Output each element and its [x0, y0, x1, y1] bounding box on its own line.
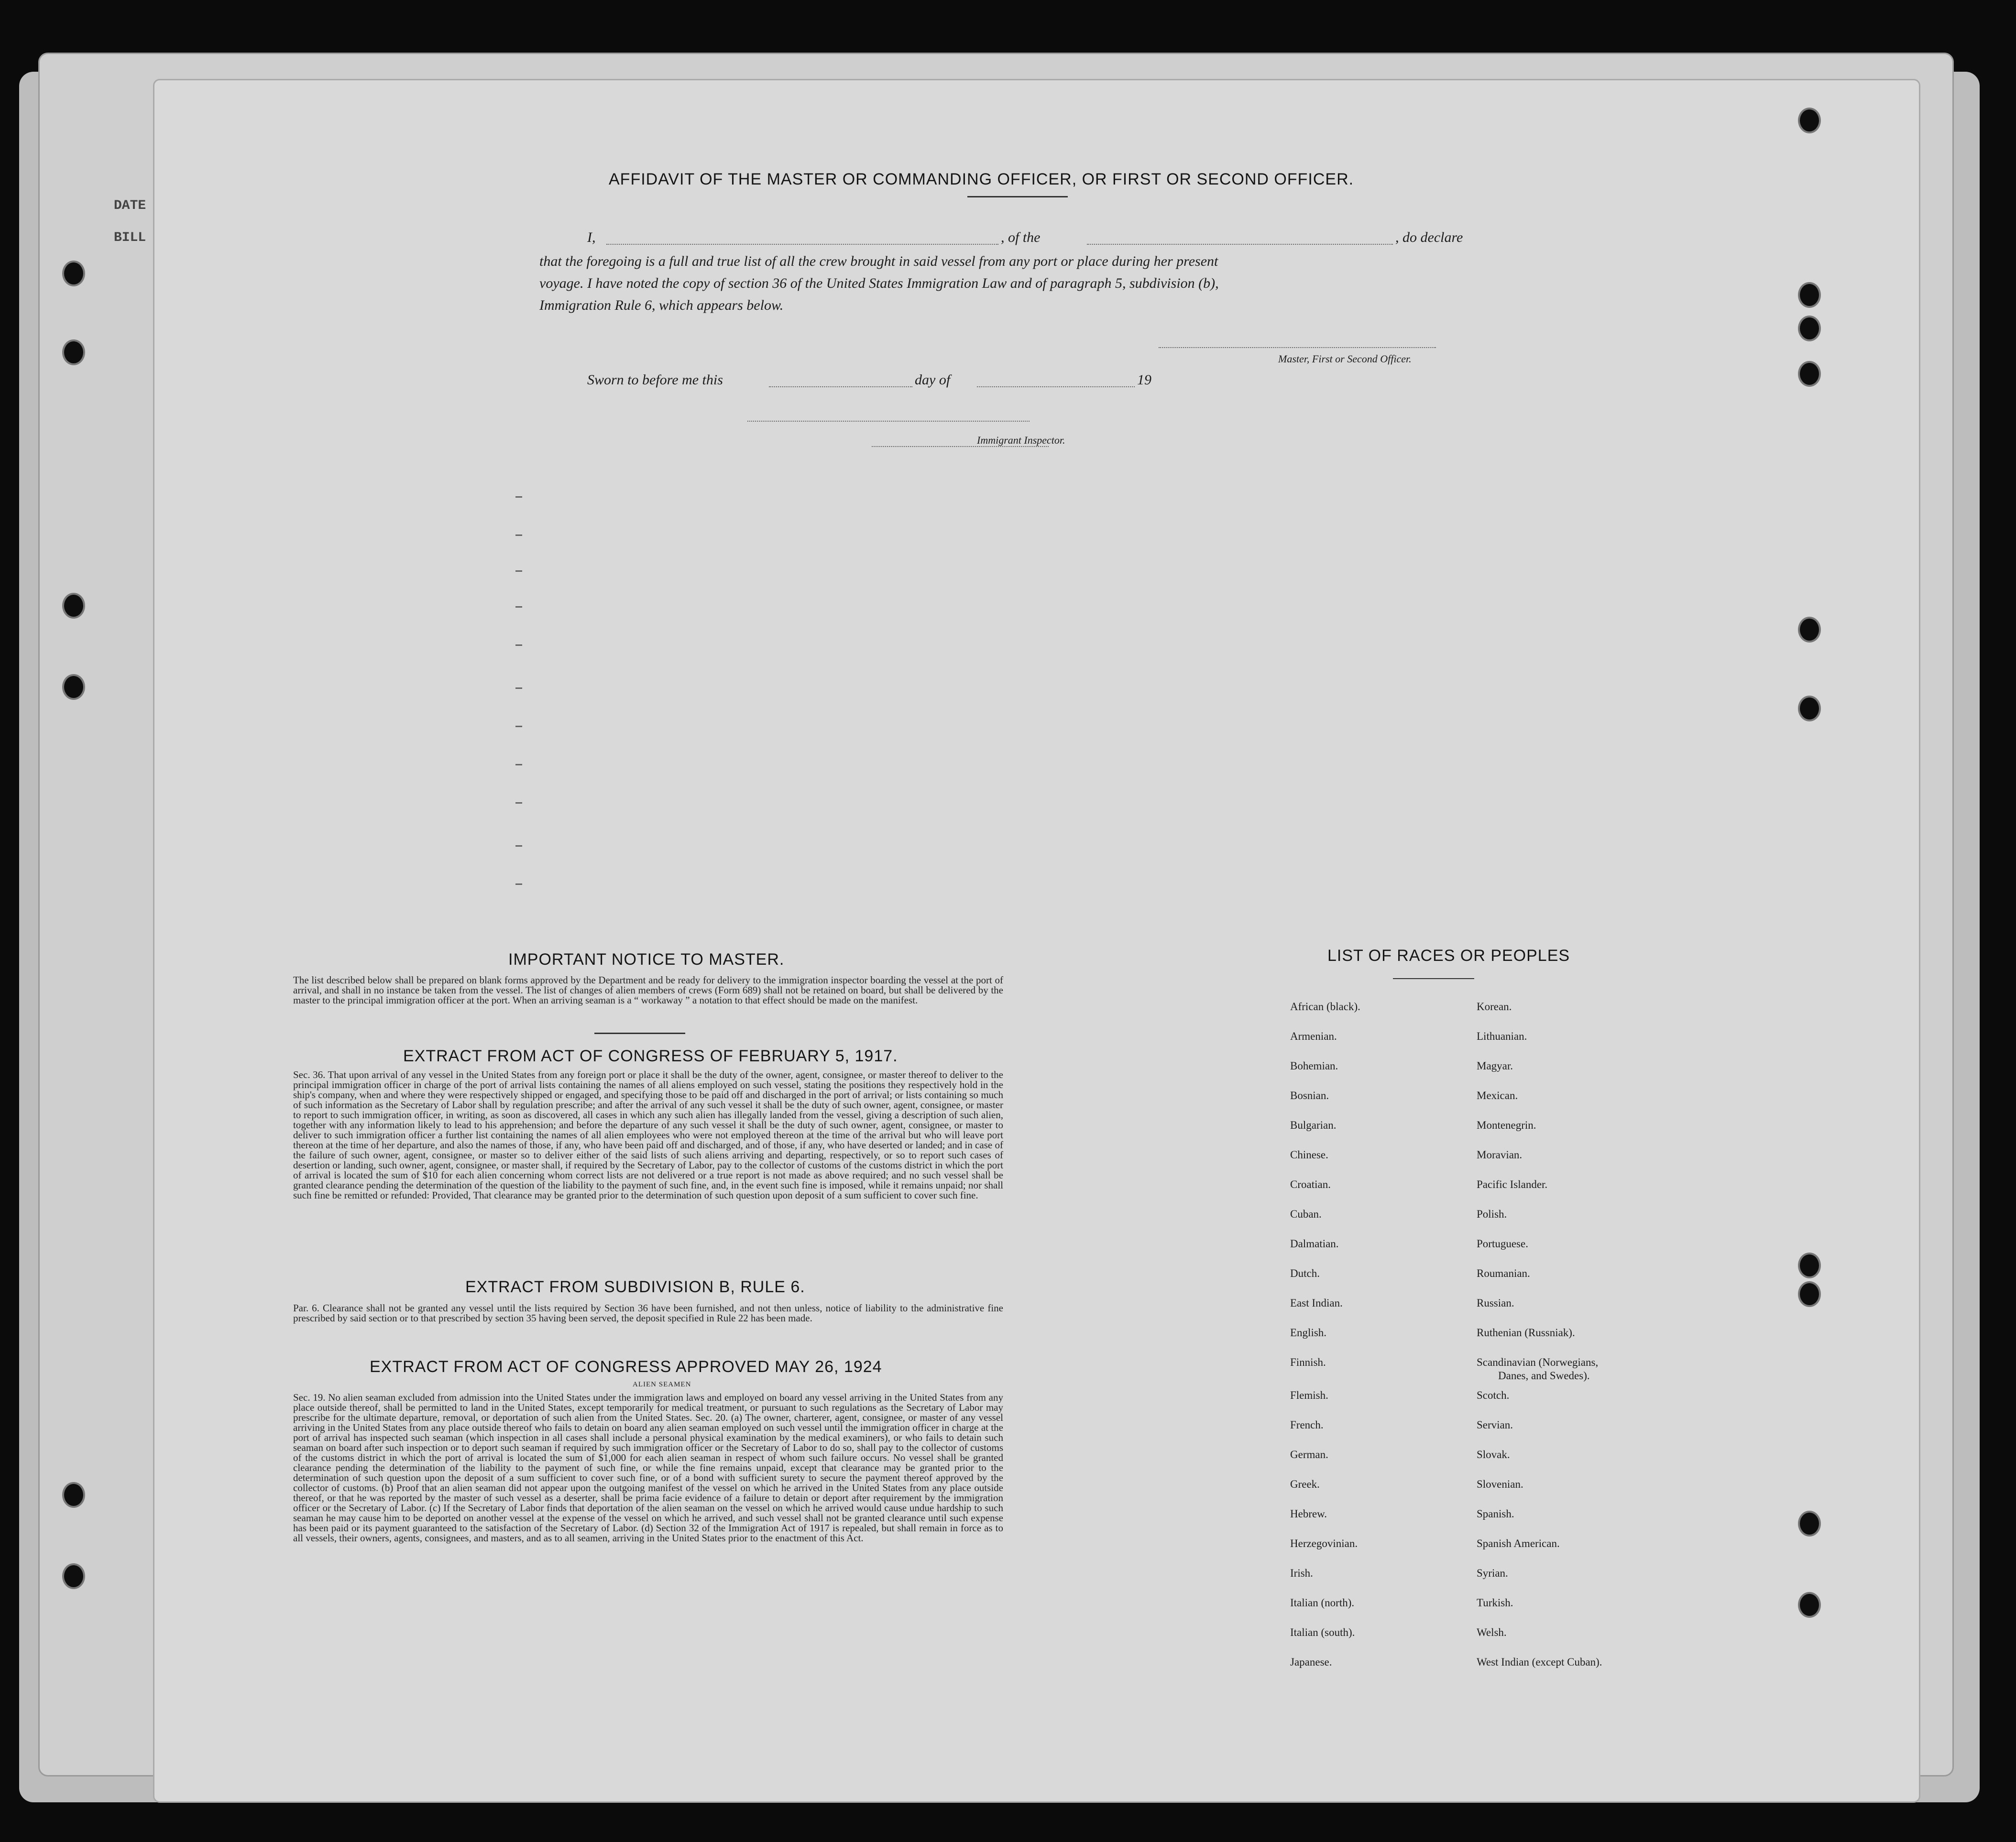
- master-signature-blank[interactable]: [1159, 347, 1436, 348]
- binder-hole: [62, 261, 85, 286]
- vessel-blank[interactable]: [1087, 244, 1393, 245]
- binder-hole: [1798, 696, 1821, 721]
- binder-hole: [62, 593, 85, 619]
- race-item: Roumanian.: [1477, 1267, 1530, 1279]
- races-rule: [1393, 978, 1474, 979]
- margin-tick: [515, 687, 522, 689]
- binder-hole: [1798, 1511, 1821, 1537]
- notice-text: The list described below shall be prepared on blank forms approved by the Department and be ready for delivery to the immigration inspector boarding the vessel at the port of arrival, and shall in no instance be taken from the vessel. The list of changes of alien members of crews (Form 689) shall not be retained on board, but shall be delivered by the master to the principal immigration officer at the port. When an arriving seaman is a “ workaway ” a notation to that effect should be made on the manifest.: [293, 974, 1003, 1006]
- race-item: Japanese.: [1290, 1656, 1332, 1668]
- margin-tick: [515, 606, 522, 608]
- rule6-text: Par. 6. Clearance shall not be granted any vessel until the lists required by Section 36 have been furnished, and not then unless, notice of liability to the administrative fine prescribed by said section or to that prescribed by section 35 having been served, the deposit specified in Rule 22 has been made.: [293, 1302, 1003, 1324]
- margin-tick: [515, 644, 522, 646]
- margin-tick: [515, 845, 522, 847]
- affidavit-line-3: voyage. I have noted the copy of section 36 of the United States Immigration Law and of paragraph 5, subdivision (b),: [539, 275, 1219, 291]
- margin-tick: [515, 570, 522, 572]
- race-item: Bosnian.: [1290, 1090, 1329, 1101]
- race-item: English.: [1290, 1327, 1327, 1339]
- race-item: Chinese.: [1290, 1149, 1328, 1161]
- race-item: Welsh.: [1477, 1626, 1507, 1638]
- inspector-signature-blank-1[interactable]: [747, 421, 1030, 422]
- race-item: Irish.: [1290, 1567, 1313, 1579]
- race-item: Russian.: [1477, 1297, 1514, 1309]
- sworn-text: Sworn to before me this: [587, 372, 723, 388]
- margin-tick: [515, 726, 522, 727]
- race-item: Slovenian.: [1477, 1478, 1523, 1490]
- race-item: Dalmatian.: [1290, 1238, 1339, 1250]
- race-item: Mexican.: [1477, 1090, 1518, 1101]
- race-item: Pacific Islander.: [1477, 1178, 1548, 1190]
- race-item: West Indian (except Cuban).: [1477, 1656, 1602, 1668]
- race-item: Montenegrin.: [1477, 1119, 1536, 1131]
- inspector-caption: Immigrant Inspector.: [977, 434, 1065, 446]
- race-item: Italian (north).: [1290, 1597, 1355, 1609]
- binder-hole: [1798, 282, 1821, 308]
- race-item: Herzegovinian.: [1290, 1537, 1358, 1549]
- master-caption: Master, First or Second Officer.: [1278, 353, 1412, 365]
- title-rule: [967, 196, 1068, 197]
- race-item: Spanish American.: [1477, 1537, 1560, 1549]
- race-item: Syrian.: [1477, 1567, 1508, 1579]
- binder-hole: [62, 1482, 85, 1508]
- race-item: Slovak.: [1477, 1449, 1510, 1461]
- margin-tick: [515, 883, 522, 885]
- margin-tick: [515, 802, 522, 804]
- race-item: Ruthenian (Russniak).: [1477, 1327, 1575, 1339]
- binder-hole: [1798, 1281, 1821, 1307]
- race-item: Magyar.: [1477, 1060, 1513, 1072]
- affidavit-of-the: , of the: [1001, 229, 1041, 245]
- race-item: African (black).: [1290, 1001, 1360, 1013]
- binder-hole: [1798, 617, 1821, 643]
- affidavit-declare: , do declare: [1395, 229, 1463, 245]
- margin-tick: [515, 496, 522, 498]
- race-item: Croatian.: [1290, 1178, 1331, 1190]
- races-title: LIST OF RACES OR PEOPLES: [1327, 947, 1570, 965]
- binder-hole: [1798, 108, 1821, 133]
- extract-1924-subtitle: ALIEN SEAMEN: [633, 1381, 691, 1388]
- year-text: 19: [1137, 372, 1151, 388]
- margin-mark-bill: BILL: [114, 230, 146, 245]
- race-item: Portuguese.: [1477, 1238, 1528, 1250]
- race-item: Bohemian.: [1290, 1060, 1338, 1072]
- race-item: Korean.: [1477, 1001, 1512, 1013]
- race-item: Spanish.: [1477, 1508, 1514, 1520]
- race-item: Cuban.: [1290, 1208, 1322, 1220]
- race-item: Dutch.: [1290, 1267, 1320, 1279]
- binder-hole: [62, 339, 85, 365]
- binder-hole: [1798, 1253, 1821, 1278]
- binder-hole: [1798, 316, 1821, 341]
- race-item: Servian.: [1477, 1419, 1513, 1431]
- sworn-month-blank[interactable]: [977, 386, 1135, 387]
- name-blank[interactable]: [606, 244, 998, 245]
- margin-mark-date: DATE: [114, 198, 146, 213]
- binder-hole: [1798, 1592, 1821, 1618]
- affidavit-title: AFFIDAVIT OF THE MASTER OR COMMANDING OFFICER, OR FIRST OR SECOND OFFICER.: [609, 170, 1354, 188]
- race-item: Scandinavian (Norwegians,: [1477, 1356, 1599, 1368]
- race-item: Scotch.: [1477, 1389, 1510, 1401]
- race-item: Finnish.: [1290, 1356, 1326, 1368]
- rule6-title: EXTRACT FROM SUBDIVISION B, RULE 6.: [465, 1278, 805, 1296]
- race-item: Greek.: [1290, 1478, 1320, 1490]
- race-item: East Indian.: [1290, 1297, 1343, 1309]
- affidavit-page: [153, 79, 1920, 1803]
- extract-1917-title: EXTRACT FROM ACT OF CONGRESS OF FEBRUARY 5, 1917.: [403, 1047, 898, 1065]
- extract-1924-title: EXTRACT FROM ACT OF CONGRESS APPROVED MAY 26, 1924: [370, 1358, 882, 1376]
- margin-tick: [515, 764, 522, 765]
- binder-hole: [1798, 361, 1821, 387]
- race-item: Armenian.: [1290, 1030, 1337, 1042]
- race-item: Turkish.: [1477, 1597, 1513, 1609]
- race-item: German.: [1290, 1449, 1328, 1461]
- race-item: Flemish.: [1290, 1389, 1328, 1401]
- notice-title: IMPORTANT NOTICE TO MASTER.: [508, 950, 785, 969]
- affidavit-line-4: Immigration Rule 6, which appears below.: [539, 297, 784, 313]
- race-item: Hebrew.: [1290, 1508, 1327, 1520]
- race-item: French.: [1290, 1419, 1324, 1431]
- sworn-day-blank[interactable]: [769, 386, 912, 387]
- affidavit-line-2: that the foregoing is a full and true list of all the crew brought in said vessel from any port or place during her present: [539, 253, 1218, 269]
- race-item: Bulgarian.: [1290, 1119, 1337, 1131]
- binder-hole: [62, 674, 85, 700]
- race-item: Moravian.: [1477, 1149, 1523, 1161]
- day-of-text: day of: [915, 372, 951, 388]
- race-item: Italian (south).: [1290, 1626, 1355, 1638]
- margin-tick: [515, 534, 522, 536]
- race-item: Polish.: [1477, 1208, 1507, 1220]
- affidavit-i: I,: [587, 229, 596, 245]
- extract-1924-text: Sec. 19. No alien seaman excluded from admission into the United States under the immigration laws and employed on board any vessel arriving in the United States from any place outside thereof, shall be permitted to land in the United States, except temporarily for medical treatment, or pursuant to such regulations as the Secretary of Labor may prescribe for the ultimate departure, removal, or deportation of such alien from the United States. Sec. 20. (a) The owner, charterer, agent, consignee, or master of any vessel arriving in the United States from any place outside thereof who fails to detain on board any alien seaman employed on such vessel until the immigration officer in charge at the port of arrival has inspected such seaman (which inspection in all cases shall include a personal physical examination by the medical examiners), or who fails to detain such seaman on board after such inspection or to deport such seaman if required by such immigration officer or the Secretary of Labor to do so, shall pay to the collector of customs of the customs district in which the port of arrival is located the sum of $1,000 for each alien seaman in respect of whom such failure occurs. No vessel shall be granted clearance pending the determination of the liability to the payment of such fine, or while the fine remains unpaid, except that clearance may be granted prior to the determination of such question upon the deposit of a sum sufficient to cover such fine, or of a bond with sufficient surety to secure the payment thereof approved by the collector of customs. (b) Proof that an alien seaman did not appear upon the outgoing manifest of the vessel on which he arrived in the United States from any place outside thereof, or that he was reported by the master of such vessel as a deserter, shall be prima facie evidence of a failure to detain or deport after requirement by the immigration officer or the Secretary of Labor. (c) If the Secretary of Labor finds that deportation of the alien seaman on the vessel on which he arrived would cause undue hardship to such seaman he may cause him to be deported on another vessel at the expense of the vessel on which he arrived, and such vessel shall not be granted clearance until such expense has been paid or its payment guaranteed to the satisfaction of the Secretary of Labor. (d) Section 32 of the Immigration Act of 1917 is repealed, but shall remain in force as to all vessels, their owners, agents, consignees, and masters, and as to all seamen, arriving in the United States prior to the enactment of this Act.: [293, 1392, 1003, 1544]
- extract-1917-text: Sec. 36. That upon arrival of any vessel in the United States from any foreign port or place it shall be the duty of the owner, agent, consignee, or master thereof to deliver to the principal immigration officer in charge of the port of arrival lists containing the names of all aliens employed on such vessel, stating the positions they respectively hold in the ship's company, when and where they were respectively shipped or engaged, and specifying those to be paid off and discharged in the port of arrival; or lists containing so much of such information as the Secretary of Labor shall by regulation prescribe; and after the arrival of any such vessel it shall be the duty of such owner, agent, consignee, or master to report to such immigration officer, in writing, as soon as discovered, all cases in which any such alien has illegally landed from the vessel, giving a description of such alien, together with any information likely to lead to his apprehension; and before the departure of any such vessel it shall be the duty of such owner, agent, consignee, or master to deliver to such immigration officer a further list containing the names of all alien employees who were not employed thereon at the time of the arrival but who will leave port thereon at the time of her departure, and also the names of those, if any, who have been paid off and discharged, and of those, if any, who have deserted or landed; and in case of the failure of such owner, agent, consignee, or master so to deliver either of the said lists of such aliens arriving and departing, respectively, or so to report such cases of desertion or landing, such owner, agent, consignee, or master shall, if required by the Secretary of Labor, pay to the collector of customs of the customs district in which the port of arrival is located the sum of $10 for each alien concerning whom correct lists are not delivered or a true report is not made as above required; and no such vessel shall be granted clearance pending the determination of the question of the liability to the payment of such fine, and, in the event such fine is imposed, while it remains unpaid; nor shall such fine be remitted or refunded: Provided, That clearance may be granted prior to the determination of such question upon deposit of a sum sufficient to cover such fine.: [293, 1069, 1003, 1201]
- race-item: Lithuanian.: [1477, 1030, 1527, 1042]
- binder-hole: [62, 1563, 85, 1589]
- race-item-continued: Danes, and Swedes).: [1498, 1370, 1590, 1382]
- notice-rule: [594, 1033, 685, 1034]
